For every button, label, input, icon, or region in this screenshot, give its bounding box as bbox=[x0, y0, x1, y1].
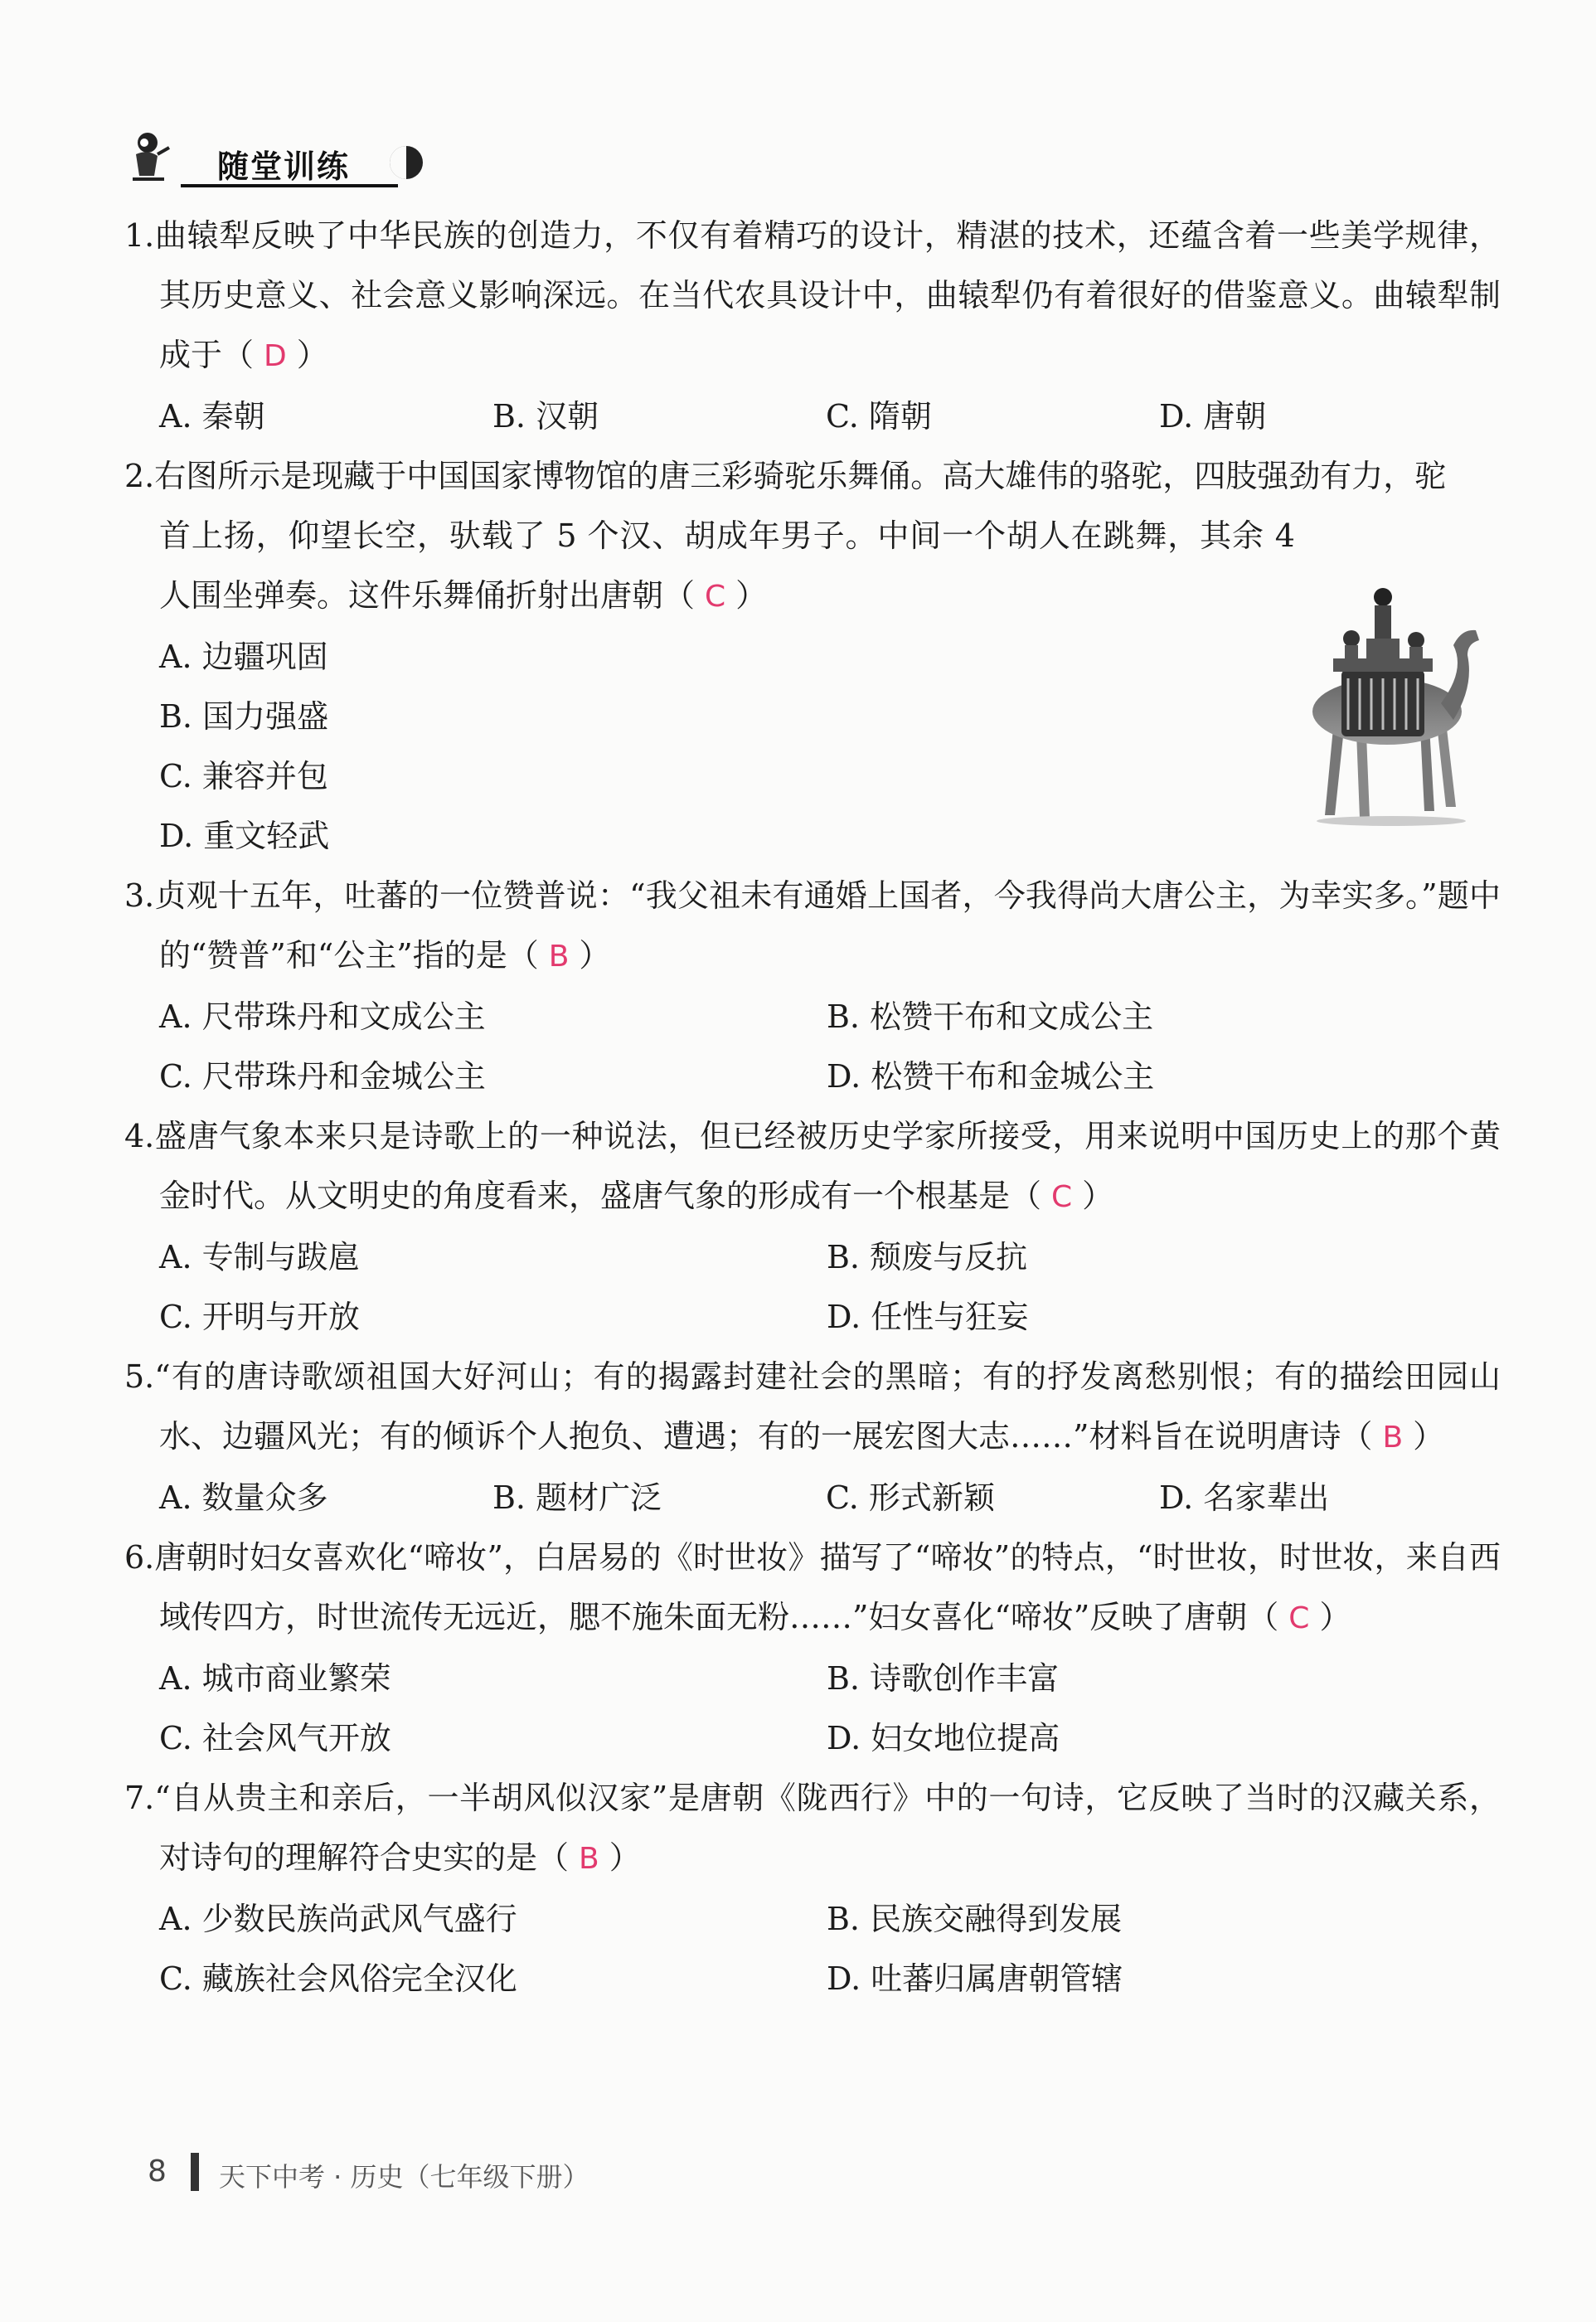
question-text: 右图所示是现藏于中国国家博物馆的唐三彩骑驼乐舞俑。高大雄伟的骆驼，四肢强劲有力，驼 bbox=[154, 458, 1447, 494]
answer-mark: D bbox=[264, 339, 287, 373]
question-stem bbox=[124, 866, 1501, 987]
option-d: D. 唐朝 bbox=[1159, 398, 1267, 435]
bracket-close: ） bbox=[1413, 1418, 1445, 1455]
options bbox=[124, 987, 1501, 1106]
options bbox=[124, 1227, 1501, 1347]
option-c: C. 兼容并包 bbox=[159, 758, 328, 794]
question-text: “有的唐诗歌颂祖国大好河山；有的揭露封建社会的黑暗；有的抒发离愁别恨；有的描绘田园山水、边疆风光；有的倾诉个人抱负、遭遇；有的一展宏图大志……”材料旨在说明唐诗（ bbox=[154, 1358, 1501, 1455]
question-text: 贞观十五年，吐蕃的一位赞普说：“我父祖未有通婚上国者，今我得尚大唐公主，为幸实多。”题中的“赞普”和“公主”指的是（ bbox=[154, 877, 1501, 974]
bracket-close: ） bbox=[1319, 1599, 1351, 1635]
option-c: C. 社会风气开放 bbox=[159, 1720, 391, 1756]
answer-mark: B bbox=[1382, 1421, 1404, 1455]
question-number: 6. bbox=[124, 1539, 155, 1576]
question-7 bbox=[124, 1768, 1501, 2009]
option-a: A. 少数民族尚武风气盛行 bbox=[159, 1901, 517, 1937]
bracket-close: ） bbox=[735, 577, 768, 614]
question-6 bbox=[124, 1528, 1501, 1768]
question-number: 1. bbox=[124, 217, 155, 254]
option-b: B. 诗歌创作丰富 bbox=[827, 1660, 1060, 1697]
question-text: 首上扬，仰望长空，驮载了 5 个汉、胡成年男子。中间一个胡人在跳舞，其余 4 人围坐弹奏。这件乐舞俑折射出唐朝（ bbox=[159, 517, 1295, 614]
question-text: 盛唐气象本来只是诗歌上的一种说法，但已经被历史学家所接受，用来说明中国历史上的那个黄金时代。从文明史的角度看来，盛唐气象的形成有一个根基是（ bbox=[154, 1118, 1501, 1214]
option-a: A. 尺带珠丹和文成公主 bbox=[159, 998, 486, 1035]
option-b: B. 颓废与反抗 bbox=[827, 1239, 1028, 1275]
question-stem bbox=[124, 1106, 1501, 1227]
mascot-icon bbox=[124, 129, 174, 186]
option-c: C. 隋朝 bbox=[826, 398, 932, 435]
option-a: A. 数量众多 bbox=[159, 1479, 328, 1516]
option-c: C. 藏族社会风俗完全汉化 bbox=[159, 1960, 517, 1997]
options bbox=[124, 1468, 1501, 1528]
question-number: 7. bbox=[124, 1780, 155, 1816]
question-1 bbox=[124, 206, 1501, 446]
book-title: 天下中考 · 历史（七年级下册） bbox=[219, 2161, 589, 2193]
question-stem-line1 bbox=[124, 446, 1501, 506]
option-d: D. 名家辈出 bbox=[1159, 1479, 1330, 1516]
section-title: 随堂训练 bbox=[217, 148, 351, 185]
question-text: 曲辕犁反映了中华民族的创造力，不仅有着精巧的设计，精湛的技术，还蕴含着一些美学规律，其历史意义、社会意义影响深远。在当代农具设计中，曲辕犁仍有着很好的借鉴意义。曲辕犁制成于（ bbox=[154, 217, 1501, 373]
question-number: 3. bbox=[124, 877, 155, 914]
option-d: D. 吐蕃归属唐朝管辖 bbox=[827, 1960, 1123, 1997]
question-number: 2. bbox=[124, 458, 155, 494]
option-a: A. 边疆巩固 bbox=[159, 639, 328, 675]
option-b: B. 民族交融得到发展 bbox=[827, 1901, 1123, 1937]
option-b: B. 汉朝 bbox=[492, 398, 599, 435]
option-b: B. 松赞干布和文成公主 bbox=[827, 998, 1154, 1035]
question-number: 5. bbox=[124, 1358, 155, 1395]
half-moon-icon bbox=[388, 144, 424, 181]
option-a: A. 秦朝 bbox=[159, 398, 265, 435]
option-d: D. 妇女地位提高 bbox=[827, 1720, 1060, 1756]
option-a: A. 城市商业繁荣 bbox=[159, 1660, 391, 1697]
question-2 bbox=[124, 446, 1501, 866]
page-footer bbox=[148, 2150, 728, 2194]
question-stem bbox=[124, 206, 1501, 386]
answer-mark: B bbox=[548, 940, 570, 974]
question-stem bbox=[124, 1528, 1501, 1649]
options bbox=[124, 1649, 1501, 1768]
camel-figurine-image bbox=[1283, 579, 1482, 828]
bracket-close: ） bbox=[579, 937, 611, 974]
bracket-close: ） bbox=[609, 1839, 641, 1876]
answer-mark: B bbox=[579, 1842, 599, 1876]
question-text: 唐朝时妇女喜欢化“啼妆”，白居易的《时世妆》描写了“啼妆”的特点，“时世妆，时世妆，来自西域传四方，时世流传无远近，腮不施朱面无粉……”妇女喜化“啼妆”反映了唐朝（ bbox=[154, 1539, 1501, 1635]
option-d: D. 任性与狂妄 bbox=[827, 1299, 1029, 1335]
footer-divider bbox=[191, 2153, 199, 2191]
question-stem-rest bbox=[124, 506, 1295, 627]
options bbox=[124, 1889, 1501, 2009]
option-a: A. 专制与跋扈 bbox=[159, 1239, 360, 1275]
question-stem bbox=[124, 1347, 1501, 1468]
question-text: “自从贵主和亲后，一半胡风似汉家”是唐朝《陇西行》中的一句诗，它反映了当时的汉藏关系，对诗句的理解符合史实的是（ bbox=[154, 1780, 1501, 1876]
option-d: D. 重文轻武 bbox=[159, 818, 330, 854]
answer-mark: C bbox=[1051, 1180, 1073, 1214]
answer-mark: C bbox=[705, 580, 726, 614]
question-3 bbox=[124, 866, 1501, 1106]
bracket-close: ） bbox=[296, 337, 328, 373]
option-d: D. 松赞干布和金城公主 bbox=[827, 1058, 1155, 1095]
question-5 bbox=[124, 1347, 1501, 1528]
option-c: C. 形式新颖 bbox=[826, 1479, 995, 1516]
options bbox=[124, 386, 1501, 446]
option-b: B. 国力强盛 bbox=[159, 698, 329, 735]
question-list bbox=[124, 206, 1501, 2009]
answer-mark: C bbox=[1288, 1601, 1310, 1635]
option-b: B. 题材广泛 bbox=[492, 1479, 662, 1516]
option-c: C. 尺带珠丹和金城公主 bbox=[159, 1058, 486, 1095]
bracket-close: ） bbox=[1082, 1178, 1114, 1214]
section-header bbox=[124, 124, 423, 191]
question-stem bbox=[124, 1768, 1501, 1889]
question-4 bbox=[124, 1106, 1501, 1347]
page-number: 8 bbox=[148, 2154, 167, 2188]
question-number: 4. bbox=[124, 1118, 155, 1154]
option-c: C. 开明与开放 bbox=[159, 1299, 360, 1335]
